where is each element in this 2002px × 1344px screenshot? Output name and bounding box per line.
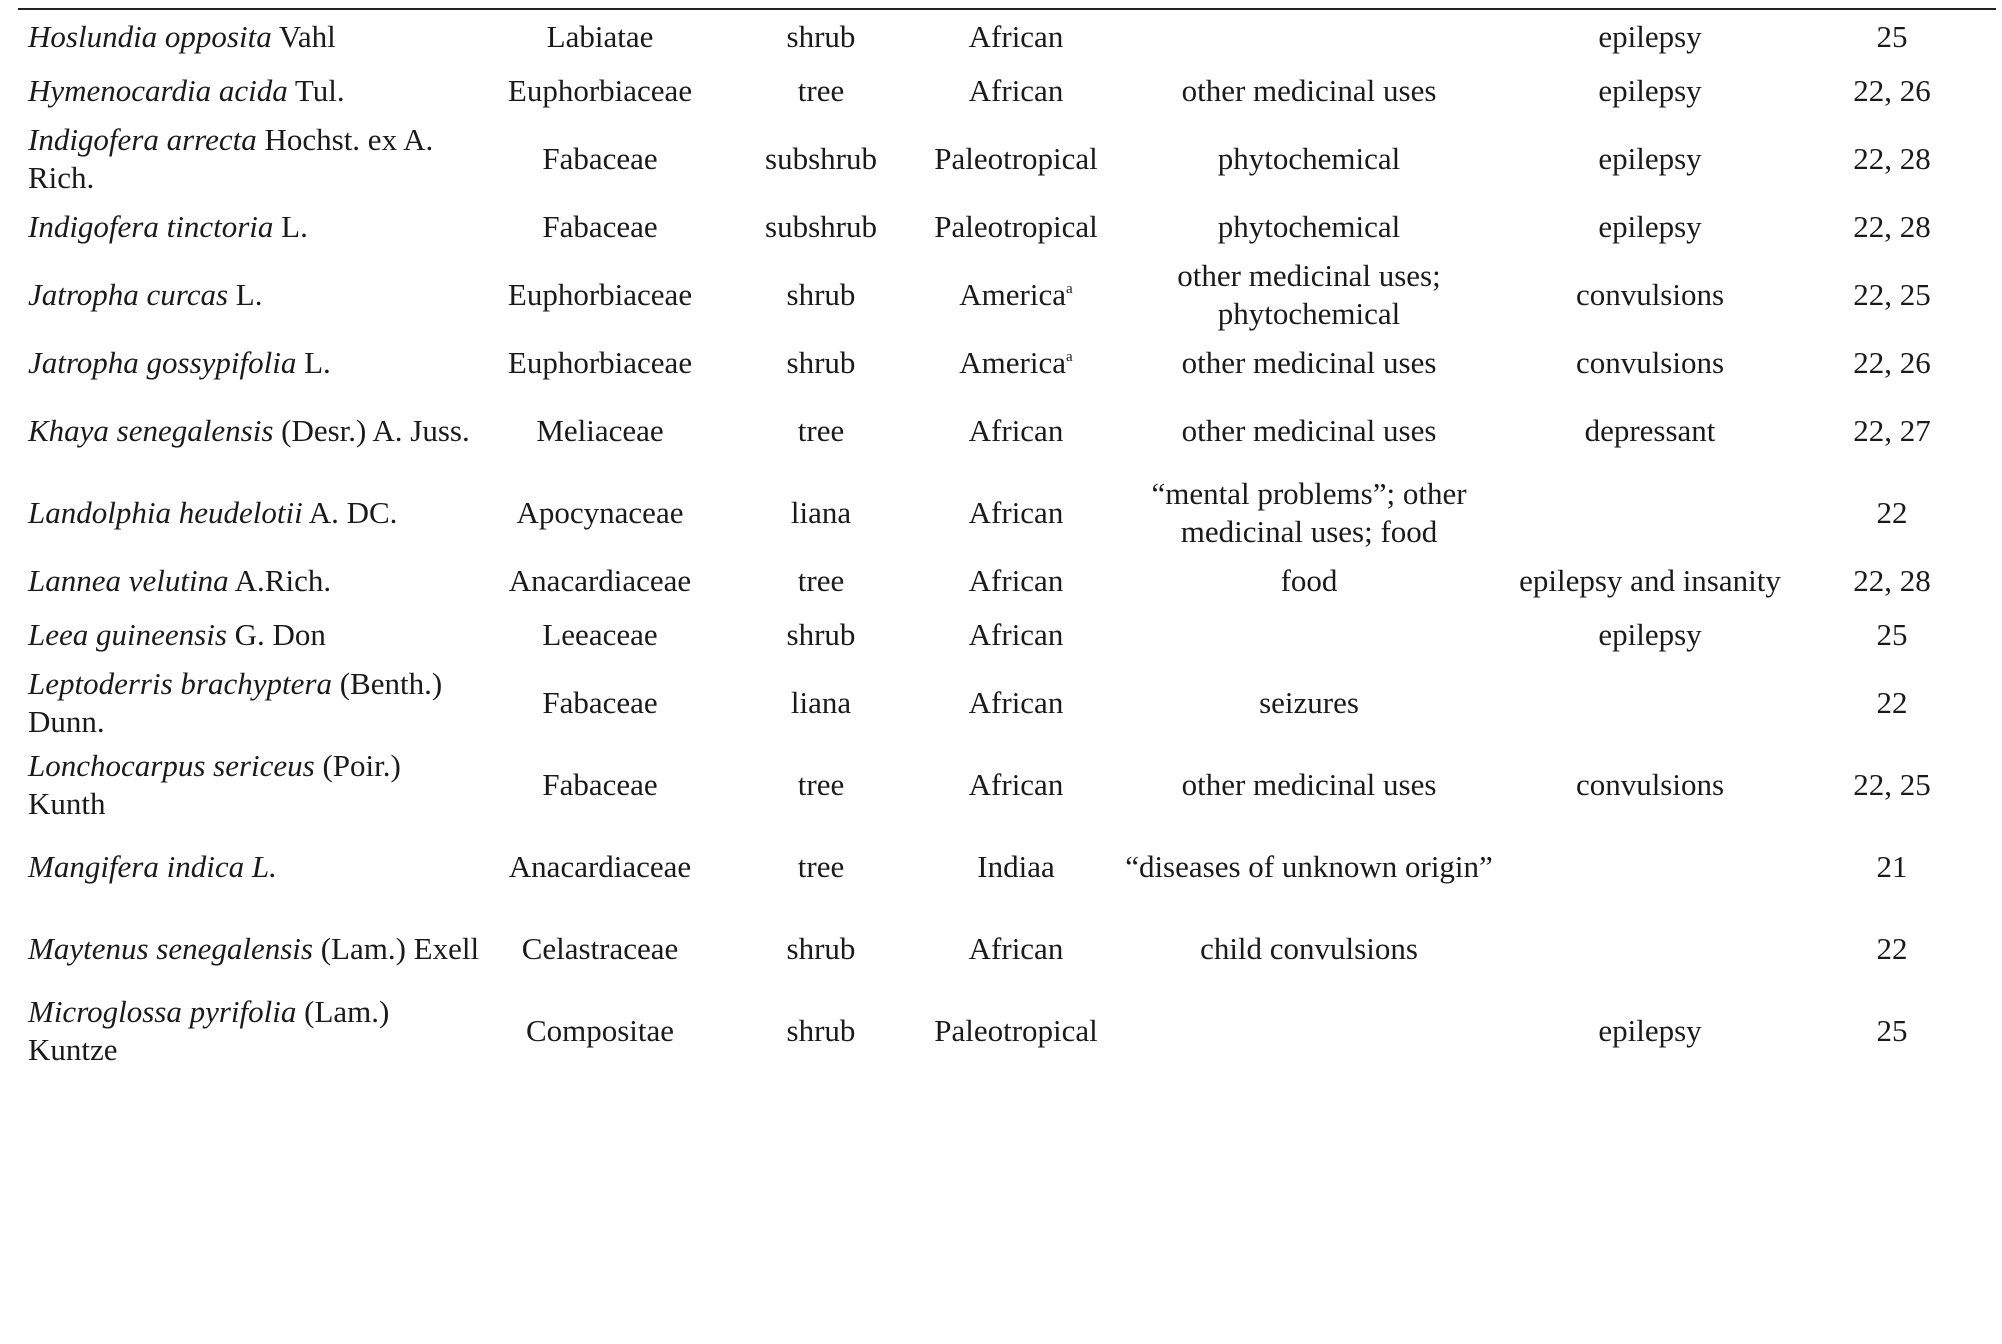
uses-cell: seizures [1259,685,1359,720]
origin-text: African [968,495,1064,530]
species-cell [18,254,484,336]
species-cell [18,826,484,908]
references-cell: 22 [1876,685,1908,720]
references-cell: 22 [1876,495,1908,530]
origin-cell [926,200,1106,254]
uses-cell: other medicinal uses [1181,767,1437,802]
species-cell [18,200,484,254]
species-name: Lonchocarpus sericeus [28,748,315,783]
species-cell [18,472,484,554]
indication-cell: convulsions [1575,345,1725,380]
indication-cell: epilepsy [1598,1013,1702,1048]
family-cell: Compositae [525,1013,675,1048]
references-cell: 22, 28 [1853,141,1931,176]
species-author: (Benth.) Dunn. [28,666,443,739]
origin-cell [926,908,1106,990]
origin-text: Indiaa [977,849,1055,884]
table-row [18,254,1996,336]
uses-cell [1106,608,1512,662]
habit-cell: tree [797,563,845,598]
habit-cell: tree [797,767,845,802]
origin-text: America [959,277,1067,312]
species-cell [18,118,484,200]
species-name: Lannea velutina [28,563,229,598]
family-cell: Fabaceae [542,685,658,720]
table-row [18,826,1996,908]
species-cell [18,662,484,744]
habit-cell: shrub [786,617,856,652]
table-row [18,608,1996,662]
habit-cell: shrub [786,345,856,380]
family-cell: Fabaceae [542,767,658,802]
indication-cell [1512,908,1788,990]
origin-text: Paleotropical [934,209,1098,244]
habit-cell: tree [797,849,845,884]
references-cell: 22 [1876,931,1908,966]
origin-cell [926,10,1106,64]
indication-cell [1512,662,1788,744]
uses-cell [1106,990,1512,1072]
species-author: G. Don [226,617,326,652]
uses-cell: “mental problems”; other medicinal uses; food [1151,476,1467,549]
origin-cell [926,118,1106,200]
species-name: Hoslundia opposita [28,19,272,54]
references-cell: 22, 28 [1853,563,1931,598]
references-cell: 22, 26 [1853,345,1931,380]
habit-cell: liana [790,495,852,530]
origin-cell [926,744,1106,826]
table-row [18,662,1996,744]
origin-text: Paleotropical [934,141,1098,176]
origin-text: African [968,563,1064,598]
species-name: Mangifera indica L. [28,849,277,884]
species-cell [18,908,484,990]
indication-cell: depressant [1584,413,1716,448]
origin-footnote-mark: a [1066,281,1073,297]
habit-cell: tree [797,413,845,448]
species-name: Leea guineensis [28,617,227,652]
references-cell: 25 [1876,1013,1908,1048]
uses-cell: child convulsions [1200,931,1418,966]
references-cell: 22, 25 [1853,277,1931,312]
habit-cell: tree [797,73,845,108]
origin-text: African [968,617,1064,652]
indication-cell: convulsions [1575,767,1725,802]
table-row [18,908,1996,990]
species-author: (Poir.) Kunth [28,748,401,821]
species-name: Indigofera tinctoria [28,209,274,244]
species-cell [18,336,484,390]
species-author: A.Rich. [228,563,332,598]
family-cell: Apocynaceae [516,495,684,530]
origin-text: African [968,413,1064,448]
uses-cell: food [1280,563,1338,598]
indication-cell: convulsions [1575,277,1725,312]
table-row [18,744,1996,826]
uses-cell: phytochemical [1217,141,1401,176]
species-name: Leptoderris brachyptera [28,666,332,701]
origin-text: African [968,73,1064,108]
references-cell: 25 [1876,617,1908,652]
references-cell: 22, 25 [1853,767,1931,802]
indication-cell [1512,826,1788,908]
origin-text: Paleotropical [934,1013,1098,1048]
habit-cell: shrub [786,1013,856,1048]
references-cell: 22, 28 [1853,209,1931,244]
table-row [18,64,1996,118]
species-author: L. [296,345,331,380]
origin-text: African [968,767,1064,802]
species-author: L. [273,209,308,244]
family-cell: Meliaceae [536,413,664,448]
origin-cell [926,608,1106,662]
habit-cell: shrub [786,19,856,54]
family-cell: Euphorbiaceae [507,277,693,312]
origin-cell [926,554,1106,608]
table-row [18,990,1996,1072]
indication-cell: epilepsy [1598,141,1702,176]
references-cell: 22, 26 [1853,73,1931,108]
family-cell: Euphorbiaceae [507,345,693,380]
origin-cell [926,254,1106,336]
uses-cell: other medicinal uses [1181,413,1437,448]
table-row [18,336,1996,390]
habit-cell: subshrub [765,209,877,244]
species-author: Vahl [271,19,336,54]
table-body [18,10,1996,1072]
family-cell: Euphorbiaceae [507,73,693,108]
species-author: Tul. [287,73,345,108]
origin-text: African [968,19,1064,54]
species-name: Microglossa pyrifolia [28,994,297,1029]
uses-cell: “diseases of unknown origin” [1125,849,1493,884]
habit-cell: subshrub [765,141,877,176]
origin-text: African [968,685,1064,720]
table-row [18,118,1996,200]
species-name: Hymenocardia acida [28,73,288,108]
uses-cell: other medicinal uses [1181,73,1437,108]
species-author: (Lam.) Exell [312,931,480,966]
indication-cell: epilepsy [1598,73,1702,108]
species-cell [18,608,484,662]
table-row [18,554,1996,608]
species-name: Landolphia heudelotii [28,495,303,530]
habit-cell: shrub [786,277,856,312]
table-row [18,472,1996,554]
family-cell: Labiatae [546,19,654,54]
uses-cell: other medicinal uses; phytochemical [1177,258,1441,331]
species-name: Jatropha curcas [28,277,229,312]
family-cell: Anacardiaceae [508,563,692,598]
references-cell: 25 [1876,19,1908,54]
table-row [18,390,1996,472]
plant-species-table [18,10,1996,1072]
indication-cell: epilepsy and insanity [1519,563,1781,598]
uses-cell: other medicinal uses [1181,345,1437,380]
species-cell [18,744,484,826]
origin-cell [926,336,1106,390]
table-row [18,10,1996,64]
habit-cell: shrub [786,931,856,966]
species-name: Jatropha gossypifolia [28,345,297,380]
uses-cell: phytochemical [1217,209,1401,244]
indication-cell: epilepsy [1598,617,1702,652]
species-name: Khaya senegalensis [28,413,274,448]
uses-cell [1106,10,1512,64]
species-author: L. [228,277,263,312]
references-cell: 22, 27 [1853,413,1931,448]
references-cell: 21 [1876,849,1908,884]
species-cell [18,990,484,1072]
origin-text: America [959,345,1067,380]
species-cell [18,10,484,64]
origin-cell [926,990,1106,1072]
indication-cell [1512,472,1788,554]
origin-cell [926,472,1106,554]
indication-cell: epilepsy [1598,209,1702,244]
origin-cell [926,826,1106,908]
origin-text: African [968,931,1064,966]
table-row [18,200,1996,254]
family-cell: Leeaceae [542,617,658,652]
species-cell [18,554,484,608]
species-author: (Desr.) A. Juss. [273,413,470,448]
habit-cell: liana [790,685,852,720]
family-cell: Fabaceae [542,141,658,176]
family-cell: Fabaceae [542,209,658,244]
origin-cell [926,662,1106,744]
species-cell [18,64,484,118]
species-author: A. DC. [302,495,398,530]
origin-footnote-mark: a [1066,349,1073,365]
family-cell: Anacardiaceae [508,849,692,884]
species-author: (Lam.) Kuntze [28,994,390,1067]
species-name: Indigofera arrecta [28,122,257,157]
species-name: Maytenus senegalensis [28,931,313,966]
indication-cell: epilepsy [1598,19,1702,54]
origin-cell [926,64,1106,118]
species-author: Hochst. ex A. Rich. [28,122,434,195]
family-cell: Celastraceae [521,931,679,966]
origin-cell [926,390,1106,472]
species-cell [18,390,484,472]
